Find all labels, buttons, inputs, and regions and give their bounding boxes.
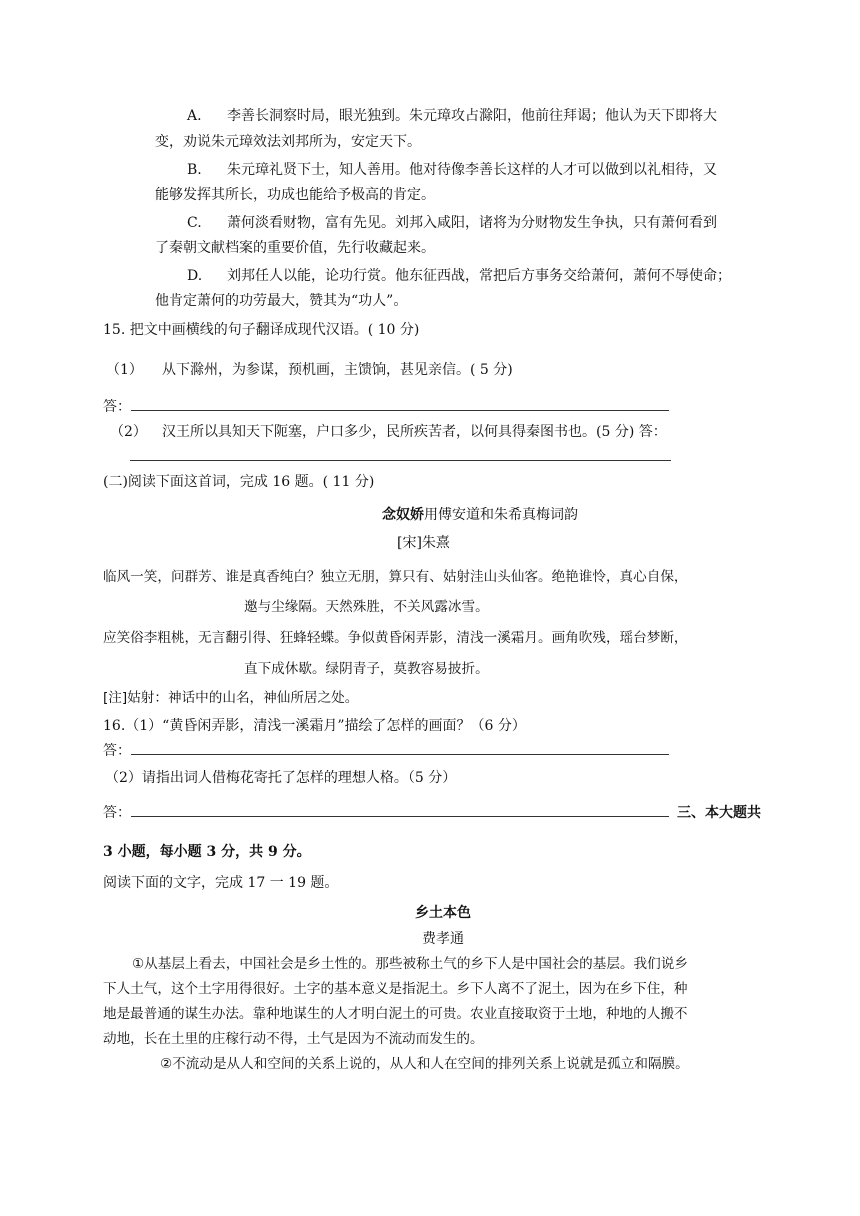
q15-sub1 — [106, 360, 513, 380]
option-a-text: 李善长洞察时局，眼光独到。朱元璋攻占滁阳，他前往拜谒；他认为天下即将大 — [227, 108, 717, 124]
poem-note: [注]姑射：神话中的山名，神仙所居之处。 — [103, 690, 359, 706]
option-b-line2: 能够发挥其所长，功成也能给予极高的肯定。 — [155, 187, 435, 203]
option-c-line2: 了秦朝文献档案的重要价值，先行收藏起来。 — [155, 240, 435, 256]
q15-sub2-text: 汉王所以具知天下阨塞，户口多少，民所疾苦者，以何具得秦图书也。(5 分) 答： — [162, 424, 667, 440]
q16-answer1-blank[interactable] — [131, 740, 669, 755]
q15-answer1-blank[interactable] — [131, 396, 669, 411]
q15-sub1-text: 从下滁州，为参谋，预机画，主馈饷，甚见亲信。( 5 分) — [162, 362, 513, 378]
poem-line-4: 直下成休歇。绿阴青子，莫教容易披折。 — [244, 661, 489, 677]
q16-answer2-blank[interactable] — [131, 802, 669, 817]
q15-sub2-num: （2） — [110, 424, 147, 440]
reading-p1-line3: 地是最普通的谋生办法。靠种地谋生的人才明白泥土的可贵。农业直接取资于土地，种地的人搬不 — [103, 1006, 688, 1022]
q16-answer2-label: 答： — [103, 805, 131, 821]
section3-heading-tail: 三、本大题共 — [677, 805, 761, 821]
reading-intro: 阅读下面的文字，完成 17 一 19 题。 — [103, 875, 339, 891]
option-a-line2: 变，劝说朱元璋效法刘邦所为，安定天下。 — [155, 134, 421, 150]
option-c-text: 萧何淡看财物，富有先见。刘邦入咸阳，诸将为分财物发生争执，只有萧何看到 — [227, 215, 717, 231]
reading-p1-line2: 下人土气，这个土字用得很好。土字的基本意义是指泥土。乡下人离不了泥土，因为在乡下住，种 — [103, 981, 688, 997]
option-d-line1 — [187, 266, 731, 286]
q15-answer2-blank[interactable] — [130, 446, 671, 461]
option-b-letter: B. — [187, 162, 202, 178]
option-d-letter: D. — [187, 268, 203, 284]
q15-sub2 — [110, 422, 667, 442]
poem-title-bold: 念奴娇 — [382, 507, 424, 523]
q16-sub2: （2）请指出词人借梅花寄托了怎样的理想人格。（5 分） — [105, 770, 457, 786]
poem-line-1: 临风一笑，问群芳、谁是真香纯白？独立无朋，算只有、姑射洼山头仙客。绝艳谁怜，真心自保， — [103, 569, 688, 585]
q16-answer2 — [103, 802, 761, 823]
q15-answer1-label: 答： — [103, 399, 131, 415]
reading-p2-line1: ②不流动是从人和空间的关系上说的，从人和人在空间的排列关系上说就是孤立和隔膜。 — [160, 1056, 689, 1072]
poem-title — [382, 505, 578, 525]
q15-sub1-num: （1） — [106, 362, 143, 378]
option-c-line1 — [187, 213, 717, 233]
q16-sub1: 16.（1）“黄昏闲弄影，清浅一溪霜月”描绘了怎样的画面？（6 分） — [103, 718, 526, 734]
poem-title-rest: 用傅安道和朱希真梅词韵 — [424, 507, 578, 523]
option-a-letter: A. — [187, 108, 202, 124]
poem-line-3: 应笑俗李粗桃，无言翻引得、狂蜂轻蝶。争似黄昏闲弄影，清浅一溪霜月。画角吹残，瑶台梦断， — [103, 630, 688, 646]
section3-heading-line2: 3 小题，每小题 3 分，共 9 分。 — [103, 844, 311, 860]
q16-answer1 — [103, 740, 669, 761]
option-a-line1 — [187, 106, 717, 126]
option-d-line2: 他肯定萧何的功劳最大，赞其为“功人”。 — [155, 293, 408, 309]
poem-author: [宋]朱熹 — [397, 535, 450, 551]
option-b-text: 朱元璋礼贤下士，知人善用。他对待像李善长这样的人才可以做到以礼相待，又 — [227, 162, 717, 178]
option-c-letter: C. — [187, 215, 202, 231]
reading-author: 费孝通 — [422, 931, 464, 947]
reading-p1-line4: 动地，长在土里的庄稼行动不得，土气是因为不流动而发生的。 — [103, 1031, 484, 1047]
poem-line-2: 邀与尘缘隔。天然殊胜，不关风露冰雪。 — [244, 599, 489, 615]
option-b-line1 — [187, 160, 717, 180]
reading-p1-line1: ①从基层上看去，中国社会是乡土性的。那些被称土气的乡下人是中国社会的基层。我们说乡 — [132, 956, 688, 972]
q15-stem: 15. 把文中画横线的句子翻译成现代汉语。( 10 分) — [103, 322, 420, 338]
q15-answer2-line — [130, 446, 671, 467]
option-d-text: 刘邦任人以能，论功行赏。他东征西战，常把后方事务交给萧何，萧何不辱使命； — [227, 268, 731, 284]
reading-title: 乡土本色 — [415, 905, 471, 921]
q16-answer1-label: 答： — [103, 743, 131, 759]
q15-answer1 — [103, 396, 669, 417]
poem-intro: (二)阅读下面这首词，完成 16 题。( 11 分) — [103, 474, 375, 490]
